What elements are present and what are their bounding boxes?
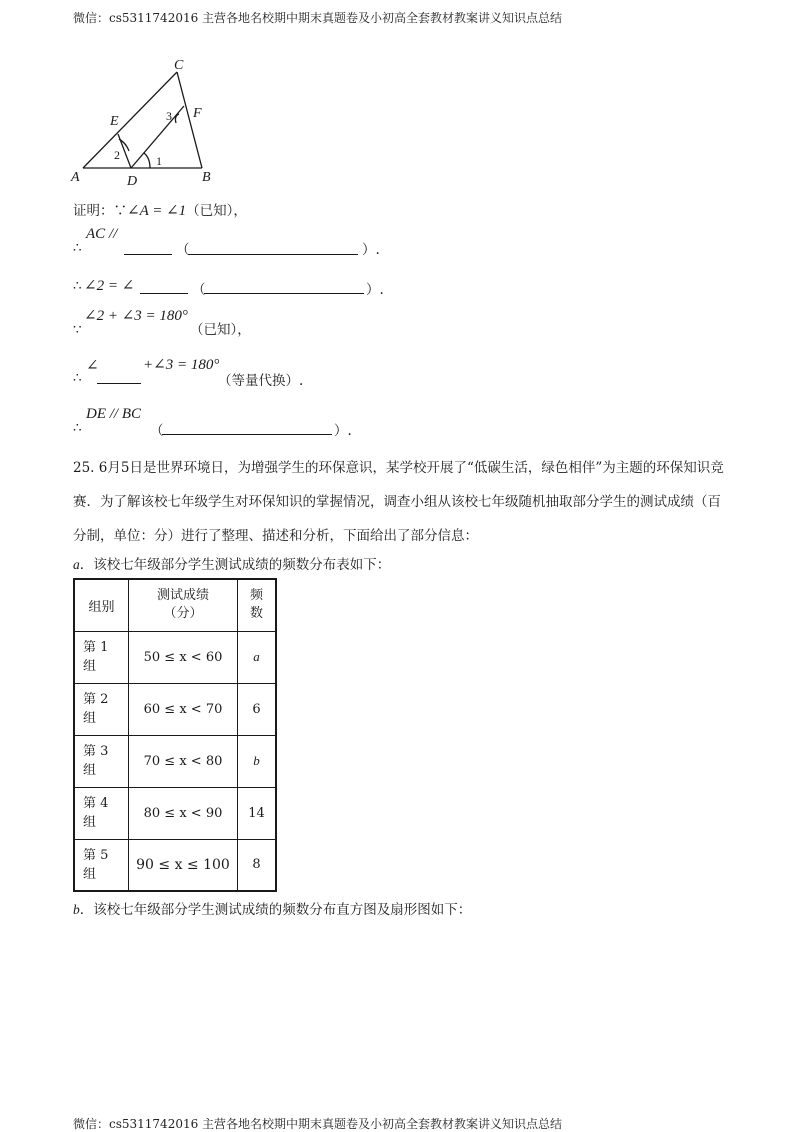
group-number: 第 5 [83, 847, 109, 863]
header-freq-line2: 数 [249, 606, 263, 622]
proof-line-4-reason: （已知）， [190, 322, 251, 338]
problem-25-text: 25. 6月5日是世界环境日，为增强学生的环保意识，某学校开展了“低碳生活，绿色相伴”为主题的环保知识竞赛．为了解该校七年级学生对环保知识的掌握情况，调查小组从该校七年级随机抽取部分学生的测试成绩（百分制，单位：分）进行了整理、描述和分析，下面给出了部分信息： [73, 460, 724, 544]
label-a: A [71, 170, 80, 185]
freq-cell: b [238, 735, 277, 787]
header-score-line2: （分） [163, 606, 203, 622]
frequency-table [73, 578, 277, 892]
header-freq-line1: 频 [249, 588, 263, 604]
proof-line-5-math: +∠3 = 180° [143, 357, 220, 373]
group-number: 第 2 [83, 692, 109, 707]
proof-line-3-prefix: ∴ [73, 278, 82, 294]
proof-line-3-blank-1[interactable] [140, 293, 188, 294]
part-b-line [73, 898, 471, 918]
proof-line-5-blank[interactable] [97, 383, 141, 384]
part-a-label: a [73, 557, 80, 572]
table-row [74, 683, 276, 735]
proof-line-5-prefix: ∴ [73, 370, 82, 386]
table-header-row [74, 579, 276, 631]
group-suffix: 组 [83, 763, 97, 778]
label-e: E [110, 114, 119, 129]
proof-line-6-math: DE // BC [86, 406, 141, 422]
header-score [129, 579, 238, 631]
label-angle-2: 2 [114, 148, 120, 162]
group-number: 第 1 [83, 640, 109, 655]
group-number: 第 3 [83, 744, 109, 759]
proof-line-3-blank-2[interactable] [204, 293, 364, 294]
proof-line-3-open: （ [192, 282, 206, 298]
range-cell: 90 ≤ x ≤ 100 [129, 839, 238, 891]
header-freq [238, 579, 277, 631]
label-angle-3: 3 [166, 109, 172, 123]
group-suffix: 组 [83, 815, 97, 830]
range-cell: 70 ≤ x < 80 [129, 735, 238, 787]
label-b: B [202, 170, 211, 185]
angle-1-arc [144, 153, 150, 168]
part-b-text: ．该校七年级部分学生测试成绩的频数分布直方图及扇形图如下： [79, 902, 472, 918]
proof-line-6-open: （ [150, 423, 164, 439]
proof-line-5-angle: ∠ [86, 358, 99, 374]
part-a-line [73, 553, 390, 573]
group-number: 第 4 [83, 796, 109, 811]
proof-line-1 [73, 199, 247, 220]
label-c: C [174, 58, 184, 73]
label-f: F [193, 106, 202, 121]
label-angle-1: 1 [156, 154, 162, 168]
proof-line-6-close: ）. [334, 423, 352, 439]
range-cell: 60 ≤ x < 70 [129, 683, 238, 735]
freq-cell: a [238, 631, 277, 683]
proof-line-1-reason: （已知）， [186, 203, 247, 219]
header-score-line1: 测试成绩 [156, 588, 209, 604]
proof-line-2-blank-2[interactable] [188, 254, 358, 255]
proof-line-2-open: （ [176, 242, 190, 258]
table-row [74, 631, 276, 683]
proof-line-6-blank[interactable] [162, 434, 332, 435]
segment-ac [83, 72, 177, 168]
proof-line-2-blank-1[interactable] [124, 254, 172, 255]
proof-line-5-reason: （等量代换）. [218, 373, 304, 389]
freq-cell: 8 [238, 839, 277, 891]
table-row [74, 787, 276, 839]
group-cell [74, 839, 129, 891]
group-cell [74, 631, 129, 683]
proof-line-2-math: AC // [86, 226, 118, 242]
range-cell: 80 ≤ x < 90 [129, 787, 238, 839]
label-d: D [127, 174, 138, 189]
range-cell: 50 ≤ x < 60 [129, 631, 238, 683]
header-group: 组别 [74, 579, 129, 631]
part-a-text: ．该校七年级部分学生测试成绩的频数分布表如下： [79, 557, 391, 573]
page-footer: 微信：cs5311742016 主营各地名校期中期末真题卷及小初高全套教材教案讲义知识点总结 [73, 1117, 563, 1131]
freq-cell: 6 [238, 683, 277, 735]
group-cell [74, 683, 129, 735]
proof-line-1-prefix: 证明：∵ [73, 203, 127, 219]
freq-cell: 14 [238, 787, 277, 839]
proof-line-4-math: ∠2 + ∠3 = 180° [84, 308, 188, 324]
proof-line-1-math: ∠A = ∠1 [127, 203, 187, 219]
table-row [74, 839, 276, 891]
group-cell [74, 735, 129, 787]
proof-line-2-close: ）. [362, 242, 380, 258]
proof-line-6-prefix: ∴ [73, 420, 82, 436]
group-suffix: 组 [83, 659, 97, 674]
group-cell [74, 787, 129, 839]
proof-line-3-math: ∠2 = ∠ [84, 278, 135, 294]
proof-line-2-prefix: ∴ [73, 240, 82, 256]
page-header: 微信：cs5311742016 主营各地名校期中期末真题卷及小初高全套教材教案讲义知识点总结 [73, 11, 563, 25]
table-row [74, 735, 276, 787]
proof-line-4-prefix: ∵ [73, 322, 82, 338]
triangle-figure [60, 55, 230, 190]
part-b-label: b [73, 902, 80, 917]
group-suffix: 组 [83, 711, 97, 726]
group-suffix: 组 [83, 866, 97, 882]
proof-line-3-close: ）. [366, 282, 384, 298]
